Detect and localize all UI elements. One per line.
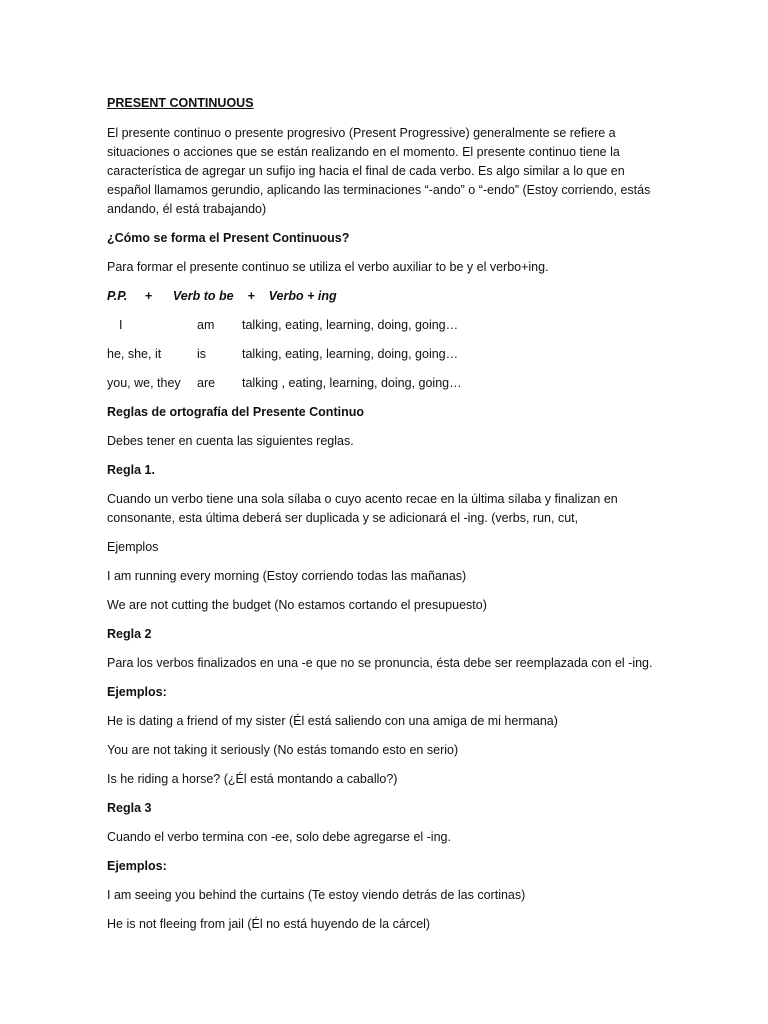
conjugation-row-you-we-they [107, 374, 667, 393]
rule3-heading: Regla 3 [107, 801, 152, 815]
rule1-example: I am running every morning (Estoy corriendo todas las mañanas) [107, 569, 467, 583]
rule3-text: Cuando el verbo termina con -ee, solo debe agregarse el -ing. [107, 830, 451, 844]
rule2-example: Is he riding a horse? (¿Él está montando a caballo?) [107, 772, 398, 786]
intro-paragraph: El presente continuo o presente progresivo (Present Progressive) generalmente se refiere a situaciones o acciones que se están realizando en el momento. El presente continuo tiene la característica de agregar un sufijo ing hacia el final de cada verbo. Es algo similar a lo que en español llamamos gerundio, aplicando las terminaciones “-ando” o “-endo” (Estoy corriendo, estás andando, él está trabajando) [107, 126, 651, 216]
rule2-example: You are not taking it seriously (No estás tomando esto en serio) [107, 743, 459, 757]
conjugation-row-he-she-it [107, 345, 667, 364]
rule1-example: We are not cutting the budget (No estamos cortando el presupuesto) [107, 598, 487, 612]
conjugation-examples: talking, eating, learning, doing, going… [242, 347, 459, 361]
conjugation-row-i [107, 316, 667, 335]
conjugation-verb: am [197, 318, 215, 332]
rule1-heading: Regla 1. [107, 463, 155, 477]
rule3-example: I am seeing you behind the curtains (Te estoy viendo detrás de las cortinas) [107, 888, 526, 902]
rule2-examples-label: Ejemplos: [107, 685, 167, 699]
how-heading: ¿Cómo se forma el Present Continuous? [107, 231, 350, 245]
conjugation-verb: are [197, 376, 216, 390]
rules-intro: Debes tener en cuenta las siguientes reglas. [107, 434, 354, 448]
document-page [107, 94, 667, 944]
rule1-text: Cuando un verbo tiene una sola sílaba o cuyo acento recae en la última sílaba y finalizan en consonante, esta última deberá ser duplicada y se adicionará el -ing. (verbs, run, cut, [107, 492, 618, 525]
conjugation-pronoun: he, she, it [107, 347, 162, 361]
conjugation-examples: talking , eating, learning, doing, going… [242, 376, 462, 390]
rule3-examples-label: Ejemplos: [107, 859, 167, 873]
conjugation-verb: is [197, 347, 207, 361]
rule3-example: He is not fleeing from jail (Él no está huyendo de la cárcel) [107, 917, 431, 931]
how-paragraph: Para formar el presente continuo se utiliza el verbo auxiliar to be y el verbo+ing. [107, 260, 549, 274]
conjugation-pronoun: you, we, they [107, 376, 181, 390]
rule2-example: He is dating a friend of my sister (Él está saliendo con una amiga de mi hermana) [107, 714, 558, 728]
formula-line: P.P. + Verb to be + Verbo + ing [107, 289, 337, 303]
document-title: PRESENT CONTINUOUS [107, 96, 254, 110]
rule2-text: Para los verbos finalizados en una -e que no se pronuncia, ésta debe ser reemplazada con el -ing. [107, 656, 653, 670]
conjugation-pronoun: I [119, 318, 123, 332]
conjugation-examples: talking, eating, learning, doing, going… [242, 318, 459, 332]
rule2-heading: Regla 2 [107, 627, 152, 641]
rules-heading: Reglas de ortografía del Presente Continuo [107, 405, 364, 419]
rule1-examples-label: Ejemplos [107, 540, 159, 554]
